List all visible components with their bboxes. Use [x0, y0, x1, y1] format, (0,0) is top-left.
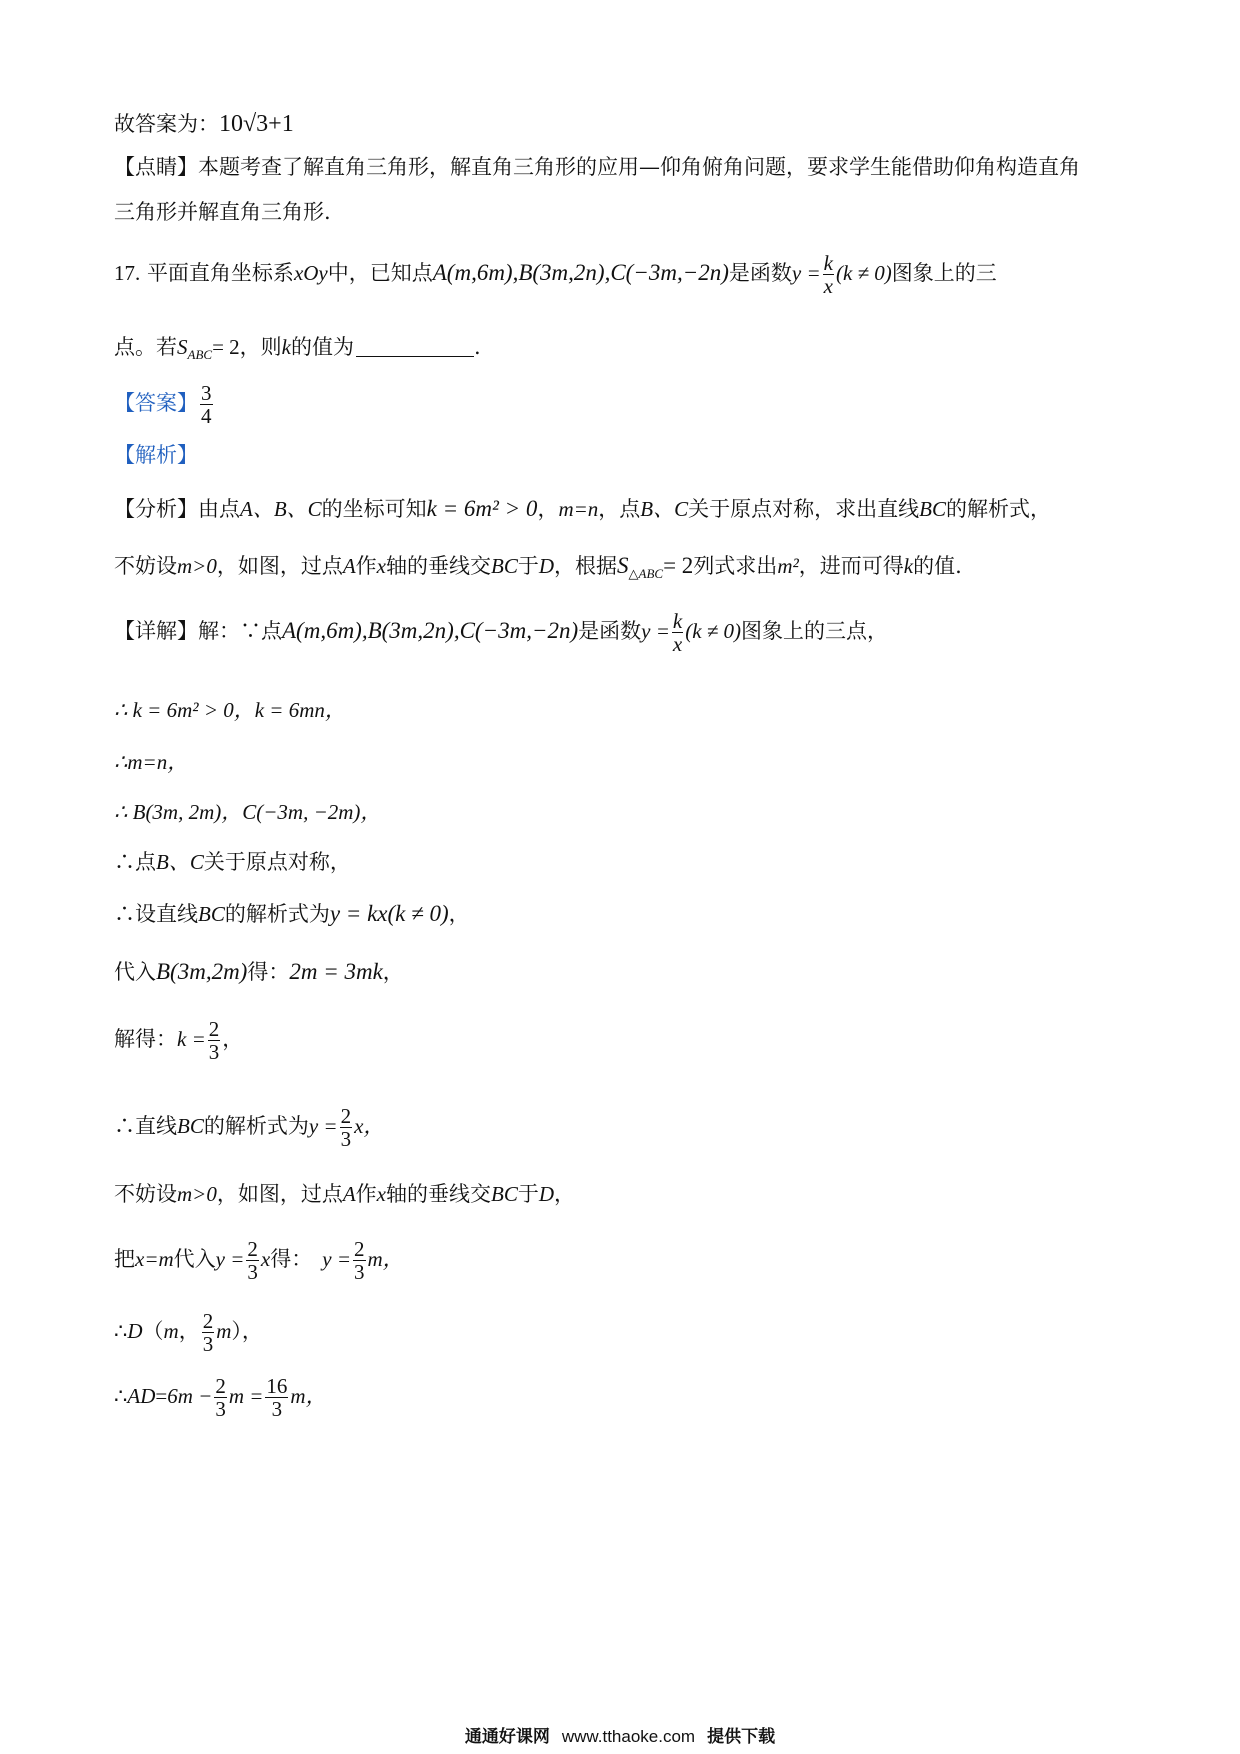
- math-m-eq-n: m=n: [558, 497, 599, 521]
- step-text: 解得：: [114, 1027, 177, 1052]
- math-a: A: [342, 554, 356, 578]
- question-17-line-2: [114, 335, 481, 363]
- math-k-eq: k =: [177, 1027, 206, 1052]
- math-d: D: [538, 1182, 555, 1206]
- step-1: ∴ k = 6m² > 0，k = 6mn，: [114, 698, 346, 722]
- math-line-equation: y = kx(k ≠ 0): [329, 901, 449, 926]
- math-y: y =: [791, 261, 821, 286]
- answer-tag-line: [114, 382, 215, 427]
- step-text: 的解析式为: [203, 1114, 309, 1139]
- answer-tag: 【答案】: [114, 391, 198, 416]
- math-k: k: [903, 554, 914, 578]
- step-text: 不妨设: [114, 1182, 177, 1206]
- fenxi-text: 于: [517, 554, 539, 578]
- fenxi-line-1: [114, 495, 1051, 523]
- step-4: [114, 850, 351, 875]
- footer-site-name: 通通好课网: [464, 1727, 550, 1747]
- jiexi-tag: 【解析】: [114, 443, 198, 467]
- step-10: [114, 1238, 404, 1283]
- step-5: [114, 900, 470, 928]
- fraction-denominator: 3: [340, 1127, 352, 1152]
- question-text: 是函数: [728, 261, 792, 286]
- fenxi-line-2: [114, 552, 962, 582]
- fenxi-text: 列式求出: [693, 554, 778, 578]
- math-points: A(m,6m),B(3m,2n),C(−3m,−2n): [432, 260, 729, 286]
- math-fraction: [202, 1310, 215, 1355]
- math-fraction: [208, 1018, 221, 1063]
- step-text: 轴的垂线交: [386, 1182, 491, 1206]
- math-bc: B、C: [640, 497, 689, 521]
- answer-blank: [356, 356, 474, 357]
- question-text: 中，已知点: [327, 261, 433, 286]
- step-text: ，如图，过点: [216, 1182, 343, 1206]
- step-text: 关于原点对称，: [203, 850, 351, 874]
- fenxi-text: ，点: [598, 497, 641, 521]
- math-m: m，: [367, 1247, 404, 1272]
- fraction-numerator: 2: [247, 1237, 258, 1261]
- xiangjie-tag: 【详解】: [114, 619, 198, 644]
- step-text: ∴点: [114, 850, 156, 874]
- fenxi-text: 不妨设: [114, 554, 177, 578]
- math-fraction: [823, 252, 834, 297]
- math-fraction: [672, 610, 683, 655]
- math-bc: B、C: [156, 850, 204, 874]
- fraction-numerator: 16: [266, 1374, 288, 1398]
- dianjing-text: 本题考查了解直角三角形，解直角三角形的应用—仰角俯角问题，要求学生能借助仰角构造直角: [198, 155, 1080, 179]
- fenxi-text: 轴的垂线交: [386, 554, 491, 578]
- math-x: x: [376, 1182, 386, 1206]
- math-value: = 2: [212, 335, 240, 359]
- math-point-b: B(3m,2m): [156, 959, 248, 984]
- math-y: y =: [215, 1247, 245, 1272]
- footer-provide: 提供下载: [707, 1727, 776, 1747]
- math-a: A: [342, 1182, 356, 1206]
- math-m: m: [163, 1319, 179, 1344]
- math-condition: (k ≠ 0): [685, 619, 742, 644]
- math-subscript: △ABC: [628, 566, 664, 582]
- fraction-numerator: 2: [208, 1017, 220, 1041]
- question-text: 平面直角坐标系: [146, 261, 294, 286]
- xiangjie-text: 解：∵点: [198, 619, 282, 644]
- question-number: 17.: [114, 261, 141, 286]
- fenxi-text: 的坐标可知: [321, 497, 427, 521]
- question-text: 点。若: [114, 335, 177, 359]
- question-text: 图象上的三: [891, 261, 997, 286]
- math-eq: =: [155, 1384, 168, 1409]
- step-2: ∴m=n，: [114, 750, 189, 774]
- answer-expression: 10√3+1: [219, 111, 294, 137]
- math-k-expr: k = 6m² > 0: [426, 496, 538, 521]
- step-text: 作: [355, 1182, 377, 1206]
- math-m: m，: [290, 1384, 327, 1409]
- dianjing-line-2: [114, 200, 331, 225]
- math-xoy: xOy: [293, 261, 328, 286]
- math-x: x: [260, 1247, 271, 1272]
- fraction-denominator: 3: [271, 1397, 283, 1422]
- fraction-denominator: 3: [354, 1260, 365, 1285]
- fraction-numerator: k: [823, 251, 833, 275]
- math-expr: 6m −: [167, 1384, 213, 1409]
- step-text: 的解析式为: [224, 902, 330, 926]
- dianjing-text: 三角形并解直角三角形.: [114, 200, 331, 224]
- math-equation: 2m = 3mk: [289, 959, 383, 984]
- step-text: ，: [178, 1319, 200, 1344]
- fenxi-text: 由点: [198, 497, 240, 521]
- fenxi-text: 作: [355, 554, 377, 578]
- math-y: y =: [322, 1247, 351, 1272]
- math-k: k: [281, 335, 291, 359]
- step-text: ），: [231, 1319, 263, 1344]
- fenxi-text: ，如图，过点: [216, 554, 343, 578]
- question-text: 的值为: [290, 335, 354, 359]
- fraction-numerator: 2: [202, 1309, 214, 1333]
- fraction-denominator: x: [823, 274, 833, 299]
- step-6: [114, 958, 404, 986]
- math-fraction: [353, 1238, 366, 1283]
- math-fraction: [246, 1238, 259, 1283]
- math-points: A(m,6m),B(3m,2n),C(−3m,−2n): [282, 618, 579, 644]
- math-bc: BC: [491, 1182, 518, 1206]
- fenxi-text: ，进而可得: [798, 554, 904, 578]
- fraction-denominator: 3: [247, 1260, 258, 1285]
- step-text: ∴直线: [114, 1114, 177, 1139]
- fenxi-tag: 【分析】: [114, 497, 198, 521]
- answer-line: [114, 110, 294, 139]
- math-bc: BC: [919, 497, 946, 521]
- step-text: 代入: [114, 960, 156, 984]
- step-text: ∴: [114, 1319, 128, 1344]
- math-x: x，: [354, 1114, 385, 1139]
- fraction-numerator: 2: [354, 1237, 365, 1261]
- math-d: D: [538, 554, 555, 578]
- math-y: y =: [641, 619, 670, 644]
- fenxi-text: 的值.: [913, 554, 962, 578]
- footer-url[interactable]: www.tthaoke.com: [561, 1727, 696, 1746]
- math-bc: BC: [177, 1114, 204, 1139]
- math-m-squared: m²: [777, 554, 799, 578]
- question-17-line-1: [114, 252, 997, 297]
- math-value: = 2: [663, 553, 694, 578]
- math-expr: m =: [228, 1384, 264, 1409]
- fenxi-text: 的解析式，: [945, 497, 1051, 521]
- math-bc: BC: [491, 554, 518, 578]
- step-text: 代入: [173, 1247, 216, 1272]
- question-text: ，则: [239, 335, 282, 359]
- answer-fraction: [200, 382, 213, 427]
- xiangjie-text: 是函数: [578, 619, 642, 644]
- fenxi-text: ，: [537, 497, 559, 521]
- step-text: 把: [114, 1247, 135, 1272]
- step-11: [114, 1310, 263, 1355]
- math-fraction: [340, 1105, 353, 1150]
- fraction-denominator: 3: [202, 1332, 214, 1357]
- math-d: D: [127, 1319, 143, 1344]
- step-9: [114, 1182, 575, 1207]
- question-text: .: [473, 335, 481, 359]
- step-7: [114, 1018, 243, 1063]
- math-condition: (k ≠ 0): [835, 261, 892, 286]
- fraction-denominator: 3: [208, 1040, 220, 1065]
- math-abc: A、B、C: [240, 497, 322, 521]
- fraction-numerator: 3: [201, 381, 212, 405]
- fraction-numerator: k: [672, 609, 683, 633]
- fenxi-text: 关于原点对称，求出直线: [688, 497, 920, 521]
- step-text: （: [142, 1319, 164, 1344]
- step-text: 得：: [247, 960, 290, 984]
- math-fraction: [214, 1375, 227, 1420]
- math-y: y =: [308, 1114, 338, 1139]
- answer-prefix: 故答案为：: [114, 112, 219, 136]
- dianjing-line-1: [114, 155, 1080, 180]
- jiexi-line: [114, 443, 198, 468]
- step-text: 得：: [270, 1247, 313, 1272]
- step-text: ，: [554, 1182, 576, 1206]
- math-fraction: [265, 1375, 288, 1420]
- step-text: ∴设直线: [114, 902, 198, 926]
- step-text: 于: [517, 1182, 539, 1206]
- math-m: m: [216, 1319, 232, 1344]
- fraction-denominator: 4: [201, 404, 212, 429]
- dianjing-tag: 【点睛】: [114, 155, 198, 179]
- step-12: [114, 1375, 327, 1420]
- xiangjie-text: 图象上的三点，: [741, 619, 889, 644]
- step-3: ∴ B(3m, 2m)，C(−3m, −2m)，: [114, 800, 382, 824]
- math-bc: BC: [198, 902, 225, 926]
- fenxi-text: ，根据: [554, 554, 618, 578]
- step-8: [114, 1105, 384, 1150]
- math-ad: AD: [127, 1384, 156, 1409]
- math-x-eq-m: x=m: [135, 1247, 174, 1272]
- math-x: x: [376, 554, 386, 578]
- step-text: ，: [382, 960, 404, 984]
- math-subscript: ABC: [187, 347, 213, 363]
- step-text: ，: [448, 902, 470, 926]
- xiangjie-line: [114, 610, 888, 655]
- math-area: S: [177, 335, 188, 359]
- page-footer: [0, 1722, 1240, 1747]
- fraction-numerator: 2: [340, 1104, 352, 1128]
- step-text: ，: [222, 1027, 244, 1052]
- fraction-denominator: x: [672, 632, 683, 657]
- fraction-denominator: 3: [215, 1397, 226, 1422]
- fraction-numerator: 2: [215, 1374, 226, 1398]
- step-text: ∴: [114, 1384, 128, 1409]
- math-area: S: [617, 553, 629, 578]
- math-m-gt-0: m>0: [177, 554, 217, 578]
- math-m-gt-0: m>0: [177, 1182, 217, 1206]
